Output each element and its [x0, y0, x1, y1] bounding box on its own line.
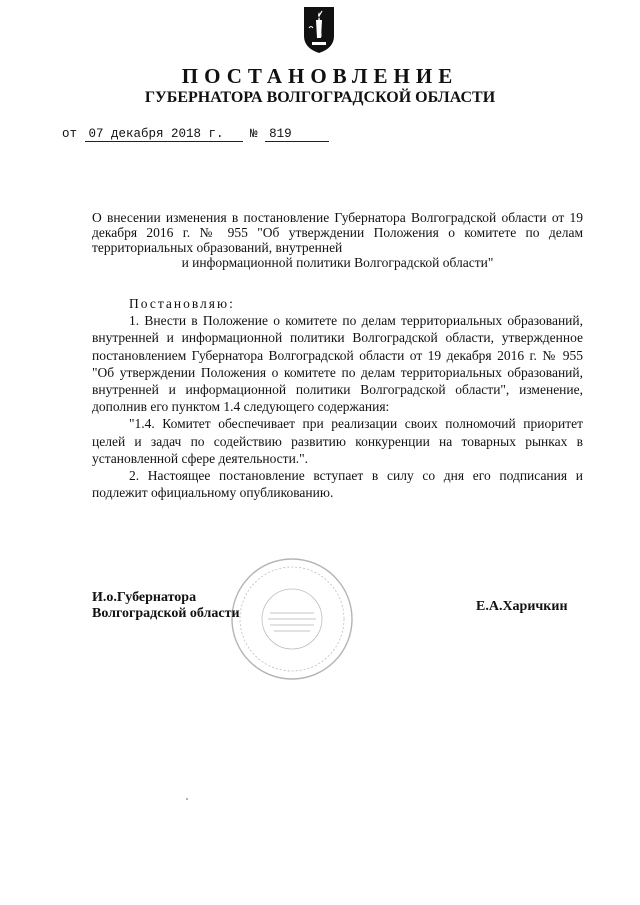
- signatory-position-line2: Волгоградской области: [92, 606, 240, 621]
- document-body: [92, 295, 583, 501]
- official-round-seal-icon: [228, 555, 356, 683]
- resolution-intro: Постановляю:: [129, 296, 235, 311]
- paragraph-1: 1. Внести в Положение о комитете по делам территориальных образований, внутренней и информационной политики Волгоградской области, утвержденное постановлением Губернатора Волгоградской области от 19 декабря 2016 г. № 955 "Об утверждении Положения о комитете по делам территориальных образований, внутренней и информационной политики Волгоградской области", изменение, дополнив его пунктом 1.4 следующего содержания:: [92, 313, 583, 415]
- paragraph-quote: "1.4. Комитет обеспечивает при реализации своих полномочий приоритет целей и задач по содействию развитию конкуренции на товарных рынках в установленной сфере деятельности.".: [92, 416, 583, 466]
- scan-dot: [186, 798, 188, 800]
- signatory-position: [92, 590, 240, 622]
- document-title: ПОСТАНОВЛЕНИЕ: [181, 64, 459, 88]
- date-prefix: от: [62, 127, 78, 141]
- document-number: 819: [265, 127, 329, 142]
- subject-line: О внесении изменения в постановление Губернатора Волгоградской области от 19 декабря 2016 г. № 955 "Об утверждении Положения о комитете по делам территориальных образований, внутренней: [92, 210, 583, 255]
- document-subject: [92, 210, 583, 270]
- document-subtitle: ГУБЕРНАТОРА ВОЛГОГРАДСКОЙ ОБЛАСТИ: [144, 89, 496, 106]
- volgograd-coat-of-arms-icon: [303, 6, 335, 54]
- paragraph-2: 2. Настоящее постановление вступает в силу со дня его подписания и подлежит официальному опубликованию.: [92, 468, 583, 501]
- dateline: [62, 127, 329, 142]
- number-sign: №: [250, 127, 258, 141]
- signatory-name: Е.А.Харичкин: [476, 599, 568, 614]
- document-date: 07 декабря 2018 г.: [85, 127, 243, 142]
- subject-line: и информационной политики Волгоградской области": [181, 255, 494, 270]
- signatory-position-line1: И.о.Губернатора: [92, 590, 197, 605]
